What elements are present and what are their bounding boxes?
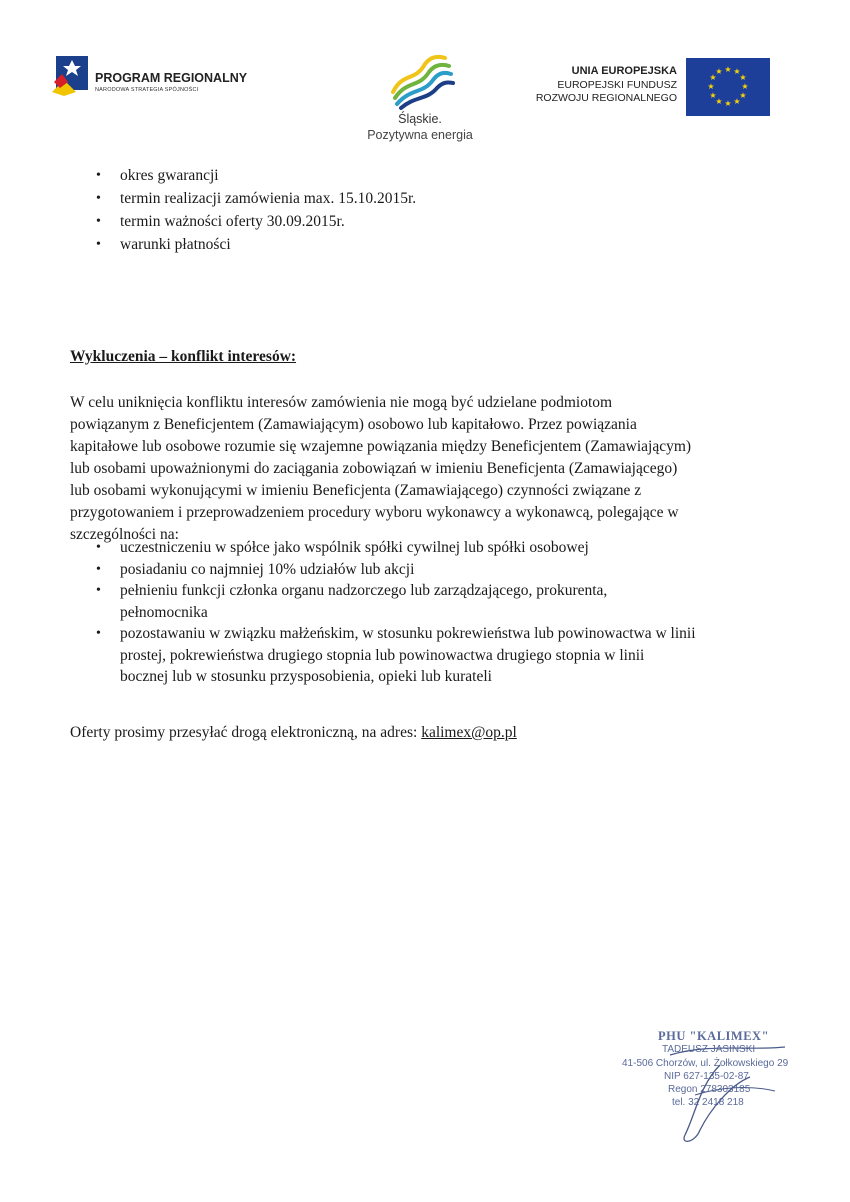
paragraph-line: W celu uniknięcia konfliktu interesów zamówienia nie mogą być udzielane podmiotom [70,394,613,411]
exclusions-list [120,537,696,688]
criteria-list [120,164,416,256]
paragraph-line: lub osobami wykonującymi w imieniu Beneficjenta (Zamawiającego) czynności związane z [70,482,642,499]
slaskie-name: Śląskie. [398,112,442,126]
slaskie-logo [340,52,500,147]
exclusions-heading: Wykluczenia – konflikt interesów: [70,348,297,365]
list-item [120,537,696,559]
stamp-regon: Regon 278303185 [668,1084,751,1095]
paragraph-line: lub osobami upoważnionymi do zaciągania zobowiązań w imieniu Beneficjenta (Zamawiającego) [70,460,678,477]
svg-text:★: ★ [709,73,717,82]
signature-icon [600,1025,820,1150]
eu-logo [520,58,770,118]
stamp-tel: tel. 32 2418 218 [672,1097,744,1108]
paragraph-line: powiązanym z Beneficjentem (Zamawiającym) osobowo lub kapitałowo. Przez powiązania [70,416,637,433]
eu-line-1: UNIA EUROPEJSKA [571,65,677,77]
program-regionalny-emblem-icon [50,52,92,98]
paragraph-line: kapitałowe lub osobowe rozumie się wzajemne powiązania między Beneficjentem (Zamawiającym) [70,438,692,455]
stamp-company: PHU "KALIMEX" [658,1029,770,1043]
svg-text:★: ★ [707,82,715,91]
stamp-owner: TADEUSZ JASINSKI [662,1044,756,1055]
list-item: • termin ważności oferty 30.09.2015r. [120,210,416,233]
svg-text:★: ★ [739,91,747,100]
eu-line-2: EUROPEJSKI FUNDUSZ [557,78,677,91]
company-stamp [600,1025,820,1150]
list-item: • okres gwarancji [120,164,416,187]
program-regionalny-logo [50,52,280,102]
list-item-line: pełnomocnika [120,603,208,621]
list-item-line: bocznej lub w stosunku przysposobienia, opieki lub kurateli [120,668,492,685]
list-item: • warunki płatności [120,233,416,256]
eu-flag-icon [686,58,770,116]
svg-text:★: ★ [715,67,723,76]
slaskie-waves-icon [385,52,455,110]
exclusions-paragraph [70,392,790,546]
svg-text:★: ★ [733,67,741,76]
list-item-line: • pełnieniu funkcji członka organu nadzorczego lub zarządzającego, prokurenta, [120,582,608,599]
eu-line-3: ROZWOJU REGIONALNEGO [535,92,677,104]
paragraph-line: szczególności na: [70,526,179,543]
list-item-line: • pozostawaniu w związku małżeńskim, w stosunku pokrewieństwa lub powinowactwa w linii [120,625,696,642]
list-item-line: prostej, pokrewieństwa drugiego stopnia lub powinowactwa drugiego stopnia w linii [120,646,645,664]
list-item [120,559,696,581]
svg-text:★: ★ [739,73,747,82]
svg-text:★: ★ [724,99,732,108]
slaskie-tagline: Pozytywna energia [367,128,473,142]
stamp-nip: NIP 627-135-02-87 [664,1071,749,1082]
contact-line [70,722,517,744]
email-link[interactable]: kalimex@op.pl [421,724,517,741]
paragraph-line: przygotowaniem i przeprowadzeniem procedury wyboru wykonawcy a wykonawcą, polegające w [70,504,679,521]
contact-text: Oferty prosimy przesyłać drogą elektroniczną, na adres: [70,724,422,741]
svg-text:★: ★ [733,97,741,106]
list-item: • termin realizacji zamówienia max. 15.10.2015r. [120,187,416,210]
program-subtitle: NARODOWA STRATEGIA SPÓJNOŚCI [95,87,199,93]
svg-text:★: ★ [709,91,717,100]
list-item [120,623,696,688]
svg-text:★: ★ [724,65,732,74]
svg-text:★: ★ [715,97,723,106]
svg-text:★: ★ [741,82,749,91]
list-item-line: • posiadaniu co najmniej 10% udziałów lub akcji [120,560,415,578]
list-item [120,580,696,623]
stamp-address: 41-506 Chorzów, ul. Żołkowskiego 29 [622,1058,789,1069]
list-item-line: • uczestniczeniu w spółce jako wspólnik spółki cywilnej lub spółki osobowej [120,539,589,556]
program-title: PROGRAM REGIONALNY [95,71,248,85]
eu-text [536,65,677,106]
